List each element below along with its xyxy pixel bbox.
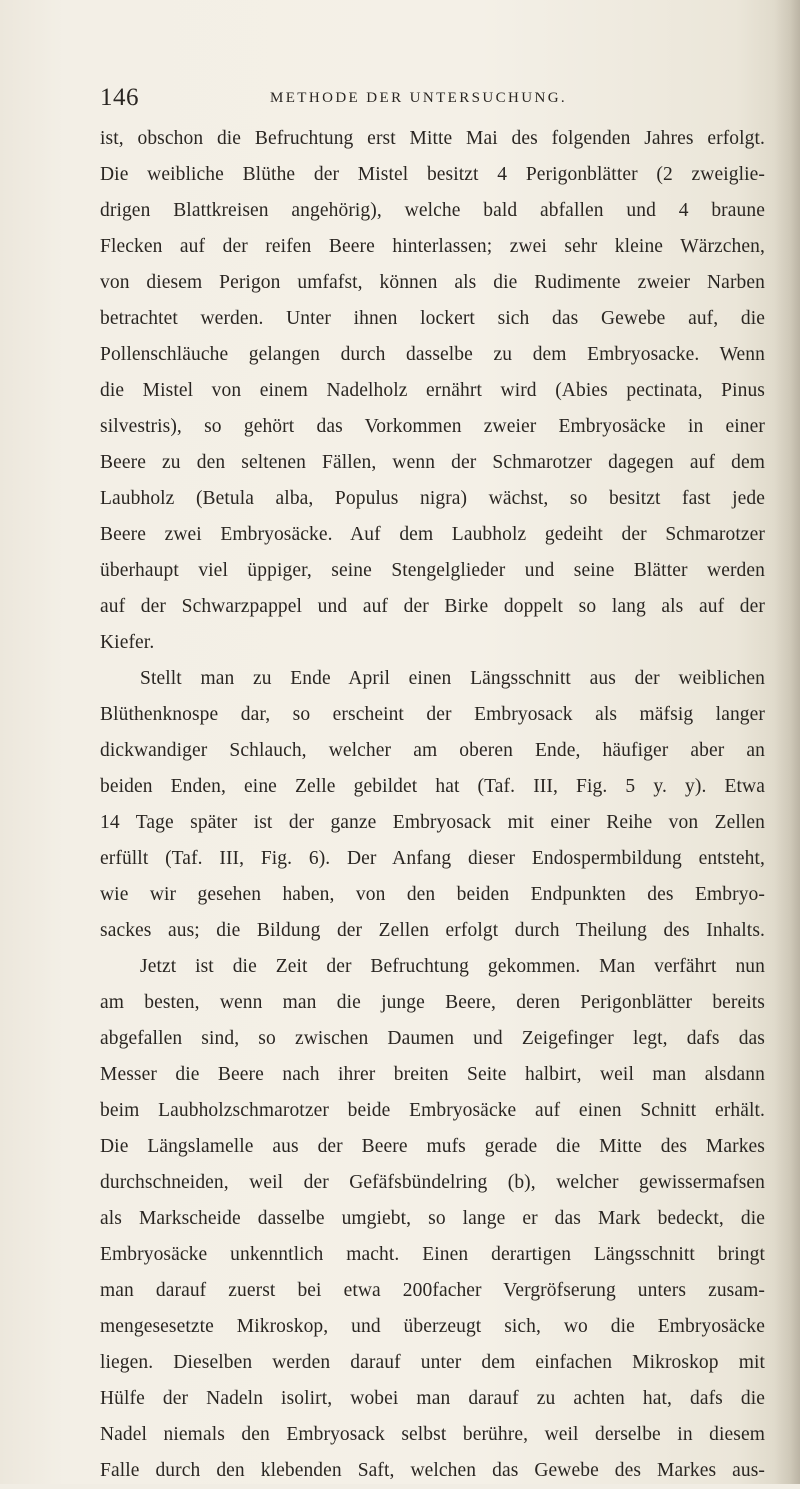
text-line: Die Längslamelle aus der Beere mufs gerade die Mitte des Markes: [100, 1136, 765, 1157]
text-line: durchschneiden, weil der Gefäfsbündelring (b), welcher gewissermafsen: [100, 1172, 765, 1193]
text-line: Flecken auf der reifen Beere hinterlassen; zwei sehr kleine Wärzchen,: [100, 236, 765, 257]
text-line: dickwandiger Schlauch, welcher am oberen Ende, häufiger aber an: [100, 740, 765, 761]
page-header: [100, 84, 712, 120]
text-line: sackes aus; die Bildung der Zellen erfolgt durch Theilung des Inhalts.: [100, 920, 765, 941]
text-line: Nadel niemals den Embryosack selbst berühre, weil derselbe in diesem: [100, 1424, 765, 1445]
text-line: Beere zwei Embryosäcke. Auf dem Laubholz gedeiht der Schmarotzer: [100, 524, 765, 545]
text-line: die Mistel von einem Nadelholz ernährt wird (Abies pectinata, Pinus: [100, 380, 765, 401]
text-line: Blüthenknospe dar, so erscheint der Embryosack als mäfsig langer: [100, 704, 765, 725]
text-line: Stellt man zu Ende April einen Längsschnitt aus der weiblichen: [140, 668, 765, 689]
text-line: man darauf zuerst bei etwa 200facher Vergröfserung unters zusam-: [100, 1280, 765, 1301]
text-line: beim Laubholzschmarotzer beide Embryosäcke auf einen Schnitt erhält.: [100, 1100, 765, 1121]
text-line: drigen Blattkreisen angehörig), welche bald abfallen und 4 braune: [100, 200, 765, 221]
text-line: Jetzt ist die Zeit der Befruchtung gekommen. Man verfährt nun: [140, 956, 765, 977]
text-line: überhaupt viel üppiger, seine Stengelglieder und seine Blätter werden: [100, 560, 765, 581]
text-line: silvestris), so gehört das Vorkommen zweier Embryosäcke in einer: [100, 416, 765, 437]
text-line: abgefallen sind, so zwischen Daumen und Zeigefinger legt, dafs das: [100, 1028, 765, 1049]
text-line: Messer die Beere nach ihrer breiten Seite halbirt, weil man alsdann: [100, 1064, 765, 1085]
text-line: 14 Tage später ist der ganze Embryosack mit einer Reihe von Zellen: [100, 812, 765, 833]
text-line: erfüllt (Taf. III, Fig. 6). Der Anfang dieser Endospermbildung entsteht,: [100, 848, 765, 869]
text-line: beiden Enden, eine Zelle gebildet hat (Taf. III, Fig. 5 y. y). Etwa: [100, 776, 765, 797]
body-text: [100, 121, 765, 1489]
text-line: am besten, wenn man die junge Beere, deren Perigonblätter bereits: [100, 992, 765, 1013]
text-line: Pollenschläuche gelangen durch dasselbe zu dem Embryosacke. Wenn: [100, 344, 765, 365]
text-line: als Markscheide dasselbe umgiebt, so lange er das Mark bedeckt, die: [100, 1208, 765, 1229]
page-edge-shadow: [774, 0, 800, 1484]
text-line: Embryosäcke unkenntlich macht. Einen derartigen Längsschnitt bringt: [100, 1244, 765, 1265]
running-head: METHODE DER UNTERSUCHUNG.: [270, 90, 568, 106]
text-line: mengesesetzte Mikroskop, und überzeugt sich, wo die Embryosäcke: [100, 1316, 765, 1337]
text-line: auf der Schwarzpappel und auf der Birke doppelt so lang als auf der: [100, 596, 765, 617]
text-line: Die weibliche Blüthe der Mistel besitzt 4 Perigonblätter (2 zweiglie-: [100, 164, 765, 185]
text-line: ist, obschon die Befruchtung erst Mitte Mai des folgenden Jahres erfolgt.: [100, 128, 765, 149]
page-number: 146: [100, 84, 139, 111]
text-line: Hülfe der Nadeln isolirt, wobei man darauf zu achten hat, dafs die: [100, 1388, 765, 1409]
text-line: liegen. Dieselben werden darauf unter dem einfachen Mikroskop mit: [100, 1352, 765, 1373]
text-line: wie wir gesehen haben, von den beiden Endpunkten des Embryo-: [100, 884, 765, 905]
text-line: von diesem Perigon umfafst, können als die Rudimente zweier Narben: [100, 272, 765, 293]
text-line: betrachtet werden. Unter ihnen lockert sich das Gewebe auf, die: [100, 308, 765, 329]
text-line: Kiefer.: [100, 632, 155, 653]
text-line: Beere zu den seltenen Fällen, wenn der Schmarotzer dagegen auf dem: [100, 452, 765, 473]
text-line: Falle durch den klebenden Saft, welchen das Gewebe des Markes aus-: [100, 1460, 765, 1481]
text-line: Laubholz (Betula alba, Populus nigra) wächst, so besitzt fast jede: [100, 488, 765, 509]
